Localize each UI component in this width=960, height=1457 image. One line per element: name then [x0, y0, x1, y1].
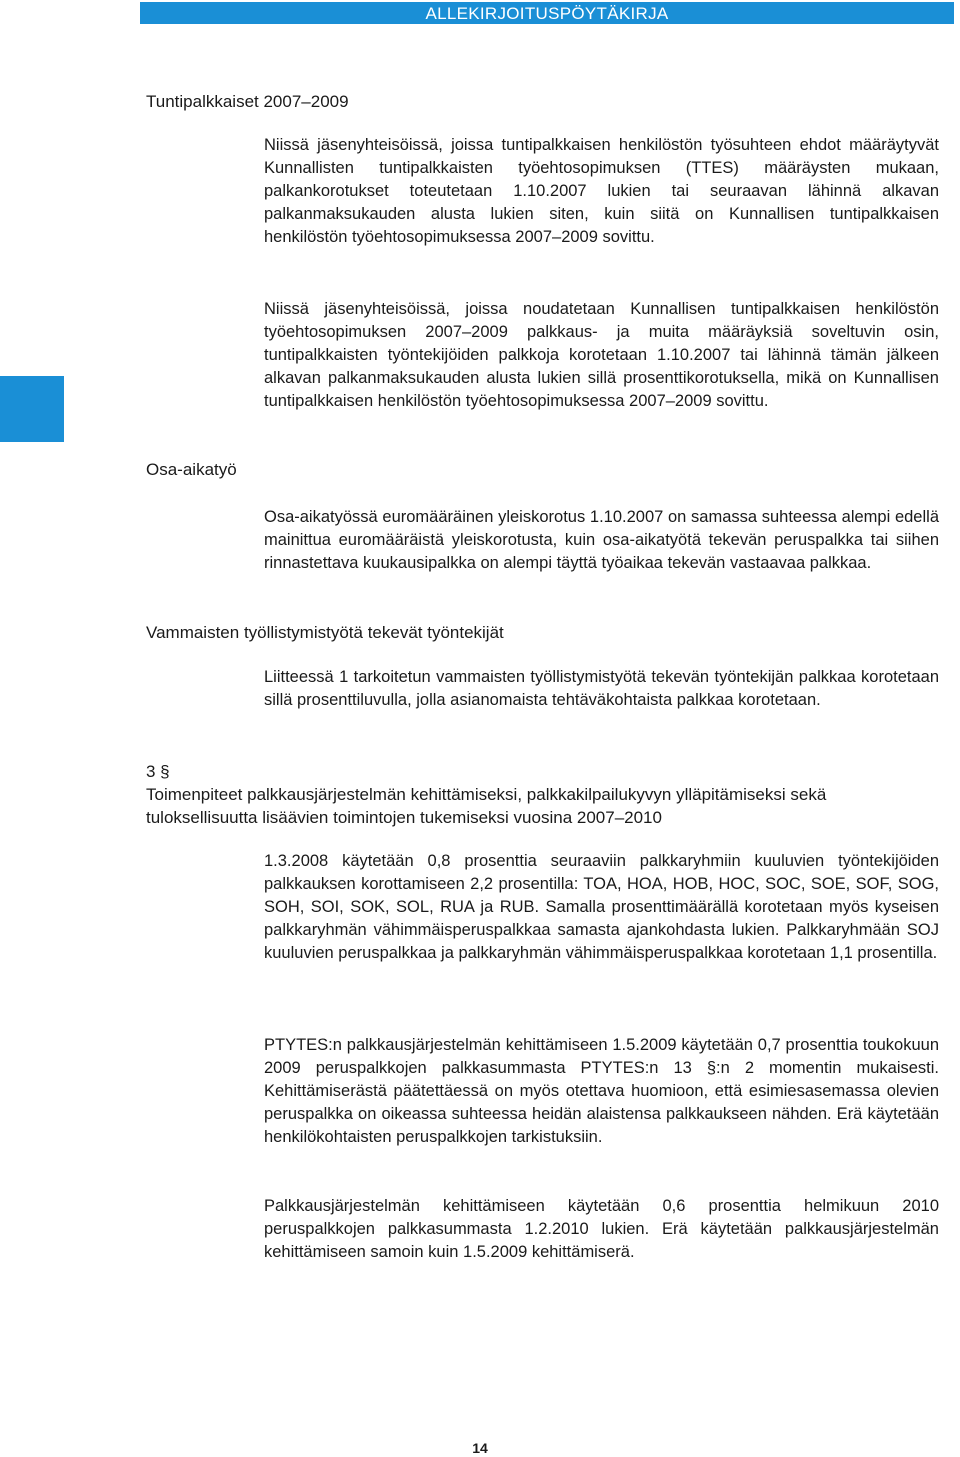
document-title: ALLEKIRJOITUSPÖYTÄKIRJA: [425, 4, 669, 23]
paragraph-vammaisten: Liitteessä 1 tarkoitetun vammaisten työllistymistyötä tekevän työntekijän palkkaa korotetaan sillä prosenttiluvulla, jolla asianomaista tehtäväkohtaista palkkaa korotetaan.: [264, 668, 939, 709]
page-number: 14: [472, 1440, 488, 1456]
heading-vammaisten: Vammaisten työllistymistyötä tekevät työntekijät: [146, 623, 504, 642]
header-bar: [140, 2, 954, 24]
section-3-heading: [146, 760, 906, 829]
paragraph-section3-1: 1.3.2008 käytetään 0,8 prosenttia seuraaviin palkkaryhmiin kuuluvien työntekijöiden palkkauksen korottamiseen 2,2 prosentilla: TOA, HOA, HOB, HOC, SOC, SOE, SOF, SOG, SOH, SOI, SOK, SOL, RUA ja RUB. Samalla prosenttimäärällä korotetaan myös kyseisen palkkaryhmän vähimmäisperuspalkkaa samasta ajankohdasta lukien. Palkkaryhmään SOJ kuuluvien peruspalkkaa ja palkkaryhmän vähimmäisperuspalkkaa korotetaan 1,1 prosentilla.: [264, 852, 939, 962]
paragraph-tuntipalkkaiset-1: Niissä jäsenyhteisöissä, joissa tuntipalkkaisen henkilöstön työsuhteen ehdot määräytyvät Kunnallisten tuntipalkkaisten työehtosopimuksen (TTES) määräysten mukaan, palkankorotukset toteutetaan 1.10.2007 lukien tai seuraavan lähinnä alkavan palkanmaksukauden alusta lukien siten, kuin siitä on Kunnallisen tuntipalkkaisen henkilöstön työehtosopimuksessa 2007–2009 sovittu.: [264, 136, 939, 246]
side-marker-square: [0, 376, 64, 442]
paragraph-tuntipalkkaiset-2: Niissä jäsenyhteisöissä, joissa noudatetaan Kunnallisen tuntipalkkaisen henkilöstön työehtosopimuksen 2007–2009 palkkaus- ja muita määräyksiä soveltuvin osin, tuntipalkkaisten työntekijöiden palkkoja korotetaan 1.10.2007 tai lähinnä tämän jälkeen alkavan palkanmaksukauden alusta lukien sillä prosenttikorotuksella, mikä on Kunnallisen tuntipalkkaisen henkilöstön työehtosopimuksessa 2007–2009 sovittu.: [264, 300, 939, 410]
paragraph-osa-aikatyo: Osa-aikatyössä euromääräinen yleiskorotus 1.10.2007 on samassa suhteessa alempi edellä mainittua euromääräistä yleiskorotusta, kuin osa-aikatyötä tekevän peruspalkka tai siihen rinnastettava kuukausipalkka on alempi täyttä työaikaa tekevän vastaavaa palkkaa.: [264, 508, 939, 572]
heading-osa-aikatyo: Osa-aikatyö: [146, 460, 237, 479]
heading-tuntipalkkaiset: Tuntipalkkaiset 2007–2009: [146, 92, 349, 111]
paragraph-section3-3: Palkkausjärjestelmän kehittämiseen käytetään 0,6 prosenttia helmikuun 2010 peruspalkkojen palkkasummasta 1.2.2010 lukien. Erä käytetään palkkausjärjestelmän kehittämiseen samoin kuin 1.5.2009 kehittämiserä.: [264, 1197, 939, 1261]
section-number: 3 §: [146, 762, 170, 781]
section-title: Toimenpiteet palkkausjärjestelmän kehittämiseksi, palkkakilpailukyvyn ylläpitämiseksi sekä tuloksellisuutta lisäävien toimintojen tukemiseksi vuosina 2007–2010: [146, 785, 827, 827]
paragraph-section3-2: PTYTES:n palkkausjärjestelmän kehittämiseen 1.5.2009 käytetään 0,7 prosenttia toukokuun 2009 peruspalkkojen palkkasummasta PTYTES:n 13 §:n 2 momentin mukaisesti. Kehittämiserästä päätettäessä on myös otettava huomioon, että esimiesasemassa olevien peruspalkka on oikeassa suhteessa heidän alaistensa palkkaukseen nähden. Erä käytetään henkilökohtaisten peruspalkkojen tarkistuksiin.: [264, 1036, 939, 1146]
